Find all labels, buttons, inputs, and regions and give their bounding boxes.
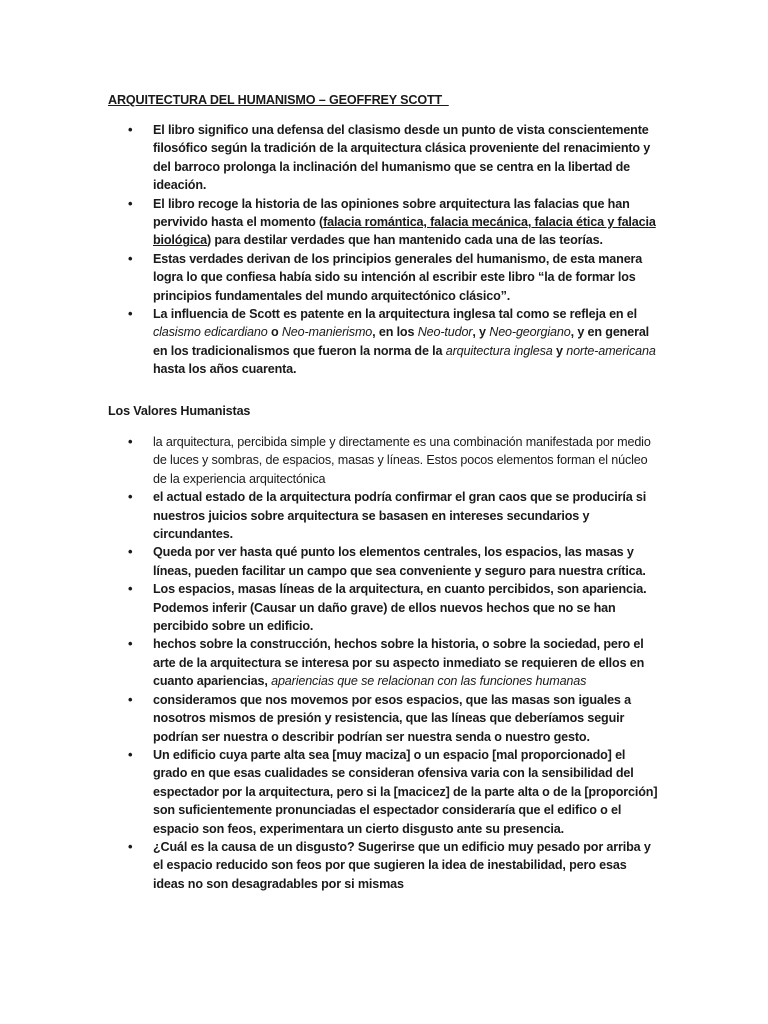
italic-phrase: apariencias que se relacionan con las funciones humanas <box>271 674 587 689</box>
text-run: Los espacios, masas líneas de la arquitectura, en cuanto percibidos, son apariencia. Podemos inferir (Causar un daño grave) de ellos nuevos hechos que no se han percibido sobre un edificio. <box>153 582 647 634</box>
text-run: Un edificio cuya parte alta sea [muy maciza] o un espacio [mal proporcionado] el grado en que esas cualidades se consideran ofensiva varia con la sensibilidad del espectador por la arquitectura, pero si la [macicez] de la parte alta o de la [proporción] son suficientemente pronunciadas el espectador consideraría que el edifico o el espacio son feos, experimentara un cierto disgusto ante su presencia. <box>153 747 658 836</box>
text-run: , y en general en los tradicionalismos que fueron la norma de la <box>153 325 650 358</box>
text-run: ”. <box>500 288 511 303</box>
italic-term: Neo-manierismo <box>281 325 373 340</box>
text-run: Queda por ver hasta qué punto los elementos centrales, los espacios, las masas y líneas, pueden facilitar un campo que sea conveniente y seguro para nuestra crítica. <box>153 545 646 578</box>
text-run: La influencia de Scott es patente en la arquitectura inglesa tal como se refleja en el <box>153 307 638 322</box>
italic-term: clasismo edicardiano <box>153 325 268 340</box>
intro-bullet-list <box>0 121 768 379</box>
underlined-fallacies: falacia romántica, falacia mecánica, falacia ética y falacia biológica <box>153 215 656 248</box>
bullet-item <box>0 250 661 305</box>
bullet-item <box>0 543 661 580</box>
text-run: la arquitectura, percibida simple y directamente es una combinación manifestada por medio de luces y sombras, de espacios, masas y líneas. Estos pocos elementos forman el núcleo de la experiencia arquitectónica <box>153 435 651 486</box>
text-run: ¿Cuál es la causa de un disgusto? Sugerirse que un edificio muy pesado por arriba y el espacio reducido son feos por que sugieren la idea de inestabilidad, pero esas ideas no son desagradables por si mismas <box>153 839 651 891</box>
quoted-phrase: la de formar los principios fundamentales del mundo arquitectónico clásico <box>153 270 636 303</box>
text-run: , en los <box>372 325 418 340</box>
bullet-item <box>0 838 661 893</box>
bullet-item <box>0 635 661 690</box>
italic-term: norte-americana <box>566 343 656 358</box>
bullet-item <box>0 488 661 543</box>
document-title: ARQUITECTURA DEL HUMANISMO – GEOFFREY SCOTT <box>108 93 449 107</box>
values-bullet-list <box>0 433 768 893</box>
text-run: el actual estado de la arquitectura podría confirmar el gran caos que se produciría si nuestros juicios sobre arquitectura se basasen en intereses secundarios y circundantes. <box>153 490 647 542</box>
bullet-item <box>0 195 661 250</box>
bullet-item <box>0 746 661 838</box>
text-run: o <box>267 325 282 340</box>
bullet-item <box>0 580 661 635</box>
text-run: El libro significo una defensa del clasismo desde un punto de vista conscientemente filosófico según la tradición de la arquitectura clásica proveniente del renacimiento y del barroco prolonga la inclinación del humanismo que se centra en la libertad de ideación. <box>153 123 651 193</box>
text-run: consideramos que nos movemos por esos espacios, que las masas son iguales a nosotros mismos de presión y resistencia, que las líneas que deberíamos seguir podrían ser nuestra o describir podrían ser nuestra senda o nuestro gesto. <box>153 692 631 744</box>
section-heading: Los Valores Humanistas <box>108 404 251 418</box>
bullet-item <box>0 121 661 195</box>
text-run: , y <box>472 325 490 340</box>
bullet-item <box>0 433 661 488</box>
text-run: hasta los años cuarenta. <box>153 362 297 377</box>
text-run: ) para destilar verdades que han mantenido cada una de las teorías. <box>206 233 603 248</box>
italic-term: Neo-tudor <box>417 325 473 340</box>
bullet-item <box>0 305 661 379</box>
italic-term: arquitectura inglesa <box>445 343 553 358</box>
italic-term: Neo-georgiano <box>489 325 571 340</box>
text-run: y <box>552 343 567 358</box>
text-run: Estas verdades derivan de los principios generales del humanismo, de esta manera logra lo que confiesa había sido su intención al escribir este libro “ <box>153 251 643 285</box>
text-run: hechos sobre la construcción, hechos sobre la historia, o sobre la sociedad, pero el arte de la arquitectura se interesa por su aspecto inmediato se requieren de ellos en cuanto apariencias, <box>153 637 645 689</box>
bullet-item <box>0 691 661 746</box>
text-run: El libro recoge la historia de las opiniones sobre arquitectura las falacias que han pervivido hasta el momento ( <box>153 196 630 230</box>
